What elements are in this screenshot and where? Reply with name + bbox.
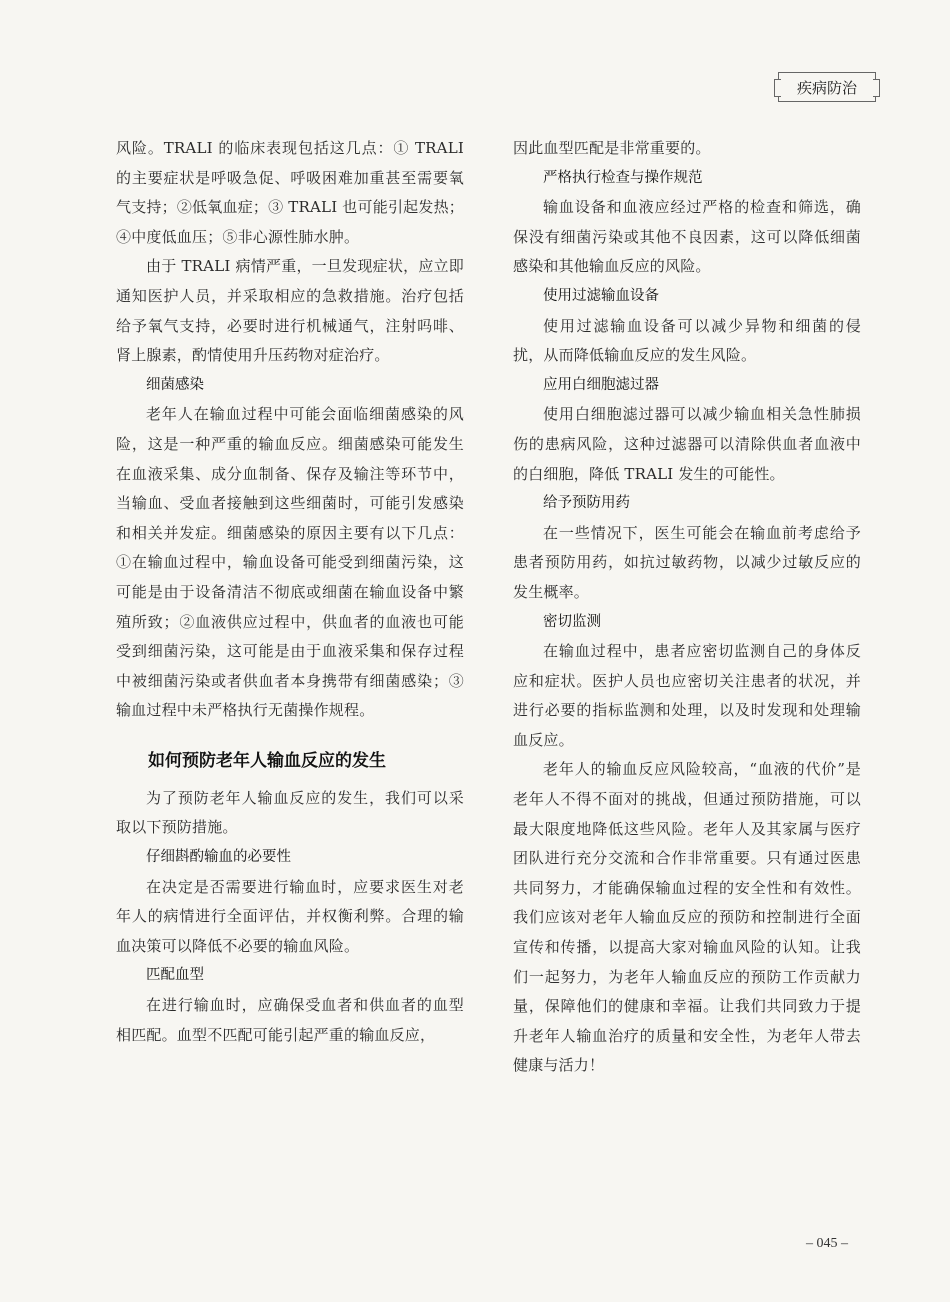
paragraph: 老年人在输血过程中可能会面临细菌感染的风险，这是一种严重的输血反应。细菌感染可能发生在血液采集、成分血制备、保存及输注等环节中，当输血、受血者接触到这些细菌时，可能引发感染和相关并发症。细菌感染的原因主要有以下几点：①在输血过程中，输血设备可能受到细菌污染，这可能是由于设备清洁不彻底或细菌在输血设备中繁殖所致；②血液供应过程中，供血者的血液也可能受到细菌污染，这可能是由于血液采集和保存过程中被细菌污染或者供血者本身携带有细菌感染；③输血过程中未严格执行无菌操作规程。 [116,405,464,720]
paragraph: 输血设备和血液应经过严格的检查和筛选，确保没有细菌污染或其他不良因素，这可以降低细菌感染和其他输血反应的风险。 [513,198,861,276]
paragraph: 使用过滤输血设备可以减少异物和细菌的侵扰，从而降低输血反应的发生风险。 [513,316,861,365]
subheading-bacteria: 细菌感染 [146,376,204,393]
paragraph: 在决定是否需要进行输血时，应要求医生对老年人的病情进行全面评估，并权衡利弊。合理的输血决策可以降低不必要的输血风险。 [116,877,464,955]
right-column [513,134,861,1081]
paragraph: 风险。TRALI 的临床表现包括这几点：① TRALI 的主要症状是呼吸急促、呼吸困难加重甚至需要氧气支持；②低氧血症；③ TRALI 也可能引起发热；④中度低血压；⑤非心源性肺水肿。 [116,139,464,246]
paragraph: 老年人的输血反应风险较高，“血液的代价”是老年人不得不面对的挑战，但通过预防措施，可以最大限度地降低这些风险。老年人及其家属与医疗团队进行充分交流和合作非常重要。只有通过医患共同努力，才能确保输血过程的安全性和有效性。我们应该对老年人输血反应的预防和控制进行全面宣传和传播，以提高大家对输血风险的认知。让我们一起努力，为老年人输血反应的预防工作贡献力量，保障他们的健康和幸福。让我们共同致力于提升老年人输血治疗的质量和安全性，为老年人带去健康与活力！ [513,760,861,1075]
subheading-monitoring: 密切监测 [543,613,601,630]
subheading-necessity: 仔细斟酌输血的必要性 [146,849,291,866]
paragraph: 在输血过程中，患者应密切监测自己的身体反应和症状。医护人员也应密切关注患者的状况，并进行必要的指标监测和处理，以及时发现和处理输血反应。 [513,642,861,749]
section-badge-label: 疾病防治 [796,78,857,97]
paragraph: 在进行输血时，应确保受血者和供血者的血型相匹配。血型不匹配可能引起严重的输血反应， [116,996,464,1044]
paragraph: 因此血型匹配是非常重要的。 [513,139,711,157]
paragraph: 由于 TRALI 病情严重，一旦发现症状，应立即通知医护人员，并采取相应的急救措施。治疗包括给予氧气支持，必要时进行机械通气，注射吗啡、肾上腺素，酌情使用升压药物对症治疗。 [116,257,464,365]
subheading-filter: 使用过滤输血设备 [543,287,659,304]
section-badge [778,72,876,102]
subheading-preventive-drug: 给予预防用药 [543,495,630,512]
subheading-match: 匹配血型 [146,967,204,984]
subheading-leukocyte-filter: 应用白细胞滤过器 [543,376,659,393]
subheading-strict: 严格执行检查与操作规范 [543,169,703,186]
paragraph: 使用白细胞滤过器可以减少输血相关急性肺损伤的患病风险，这种过滤器可以清除供血者血液中的白细胞，降低 TRALI 发生的可能性。 [513,405,861,483]
page-number: – 045 – [806,1236,848,1251]
paragraph: 在一些情况下，医生可能会在输血前考虑给予患者预防用药，如抗过敏药物，以减少过敏反应的发生概率。 [513,523,861,601]
paragraph: 为了预防老年人输血反应的发生，我们可以采取以下预防措施。 [116,788,464,837]
left-column [116,134,464,1050]
section-heading: 如何预防老年人输血反应的发生 [148,750,386,771]
